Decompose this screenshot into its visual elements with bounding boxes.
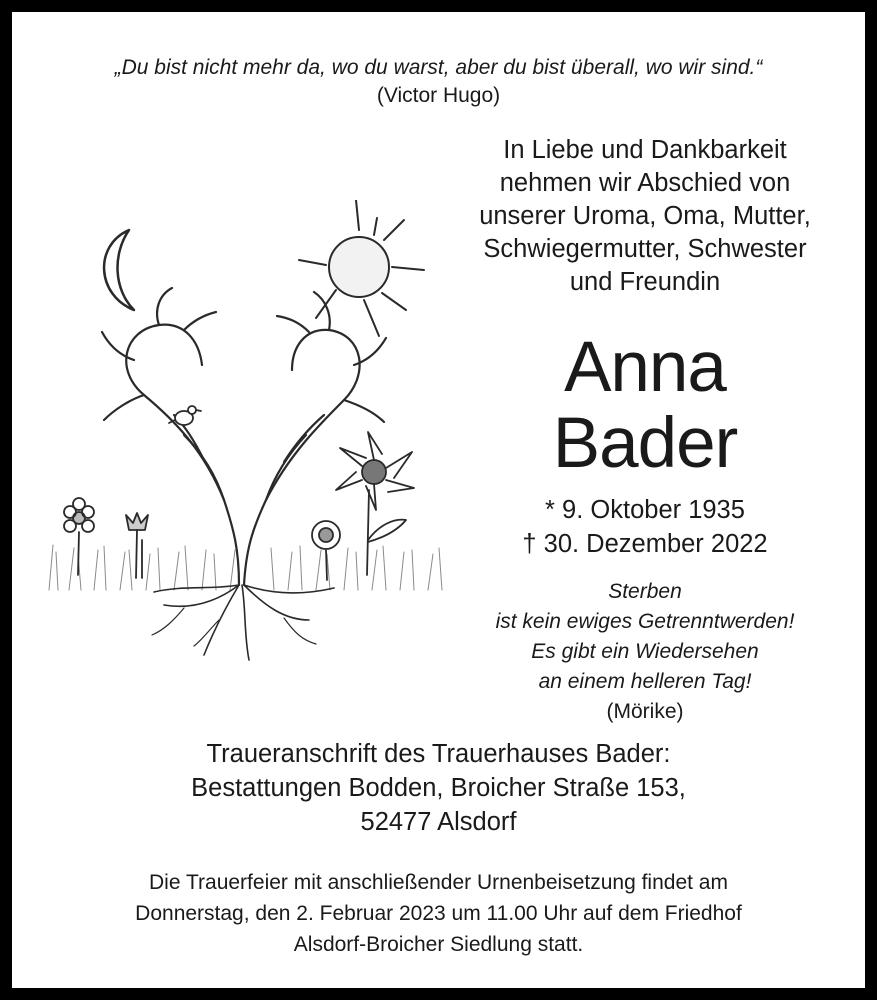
death-date: † 30. Dezember 2022: [522, 530, 768, 558]
intro-line: Schwiegermutter, Schwester: [483, 235, 807, 263]
verse-source: (Mörike): [606, 700, 684, 723]
verse-line: an einem helleren Tag!: [538, 670, 752, 693]
sun-icon: [299, 200, 424, 336]
verse-line: ist kein ewiges Getrenntwerden!: [495, 610, 795, 633]
address-line: 52477 Alsdorf: [360, 808, 517, 836]
obituary-card: [12, 12, 865, 988]
life-dates: [440, 493, 850, 561]
intro-line: und Freundin: [569, 268, 721, 296]
tulip-icon: [126, 513, 148, 578]
verse: [440, 577, 850, 727]
intro-line: In Liebe und Dankbarkeit: [503, 136, 787, 164]
flower-icon: [64, 498, 94, 575]
quote-text: „Du bist nicht mehr da, wo du warst, aber du bist überall, wo wir sind.“: [114, 56, 763, 79]
heart-tree-icon: [102, 288, 386, 660]
intro-line: unserer Uroma, Oma, Mutter,: [479, 202, 811, 230]
address-line: Traueranschrift des Trauerhauses Bader:: [206, 740, 671, 768]
address-line: Bestattungen Bodden, Broicher Straße 153,: [191, 774, 686, 802]
tree-drawing: [34, 200, 454, 670]
birth-date: * 9. Oktober 1935: [545, 496, 745, 524]
deceased-name: [440, 330, 850, 482]
ceremony-line: Alsdorf-Broicher Siedlung statt.: [293, 933, 584, 956]
ceremony-info: [12, 867, 865, 960]
verse-line: Sterben: [608, 580, 682, 603]
verse-line: Es gibt ein Wiedersehen: [531, 640, 759, 663]
intro-text: [440, 134, 850, 299]
mourning-address: [12, 737, 865, 839]
quote-source: (Victor Hugo): [376, 84, 501, 107]
ceremony-line: Donnerstag, den 2. Februar 2023 um 11.00 Uhr auf dem Friedhof: [135, 902, 742, 925]
ceremony-line: Die Trauerfeier mit anschließender Urnenbeisetzung findet am: [149, 871, 728, 894]
moon-icon: [104, 230, 134, 310]
last-name: Bader: [552, 404, 738, 483]
first-name: Anna: [564, 328, 726, 407]
intro-line: nehmen wir Abschied von: [499, 169, 791, 197]
flower-icon: [312, 521, 340, 580]
